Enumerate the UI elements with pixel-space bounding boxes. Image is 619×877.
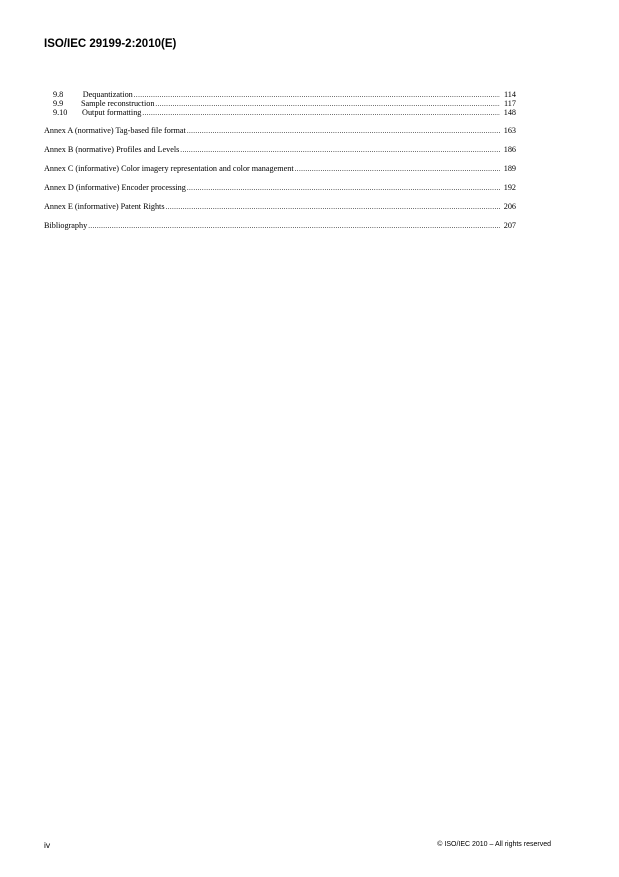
- toc-entry-annex-c[interactable]: [44, 164, 516, 174]
- toc-title: Annex C (informative) Color imagery representation and color management: [44, 164, 294, 173]
- toc-page: 148: [503, 108, 516, 117]
- toc-page: 207: [503, 221, 516, 230]
- dot-leader: [186, 126, 500, 136]
- toc-number: 9.8: [53, 90, 64, 99]
- toc-entry-bibliography[interactable]: [44, 221, 516, 231]
- copyright-notice: © ISO/IEC 2010 – All rights reserved: [437, 841, 551, 848]
- dot-leader: [294, 164, 500, 174]
- toc-number: 9.9: [53, 99, 64, 108]
- dot-leader: [154, 100, 500, 108]
- toc-entry-9-8[interactable]: [44, 90, 516, 99]
- table-of-contents: [44, 90, 516, 231]
- toc-page: 186: [503, 145, 516, 154]
- dot-leader: [141, 109, 500, 117]
- dot-leader: [179, 145, 500, 155]
- toc-title: Annex E (informative) Patent Rights: [44, 202, 165, 211]
- dot-leader: [87, 221, 500, 231]
- toc-entry-9-10[interactable]: [44, 108, 516, 117]
- toc-page: 163: [503, 126, 516, 135]
- toc-page: 117: [504, 99, 516, 108]
- toc-title: Annex A (normative) Tag-based file format: [44, 126, 186, 135]
- toc-entry-annex-b[interactable]: [44, 145, 516, 155]
- toc-page: 114: [504, 90, 516, 99]
- dot-leader: [133, 91, 500, 99]
- toc-title: Annex B (normative) Profiles and Levels: [44, 145, 180, 154]
- toc-entry-annex-a[interactable]: [44, 126, 516, 136]
- toc-number: 9.10: [53, 108, 68, 117]
- toc-title: Dequantization: [82, 90, 133, 99]
- toc-title: Bibliography: [44, 221, 88, 230]
- toc-title: Annex D (informative) Encoder processing: [44, 183, 186, 192]
- toc-page: 189: [503, 164, 516, 173]
- dot-leader: [186, 183, 500, 193]
- dot-leader: [165, 202, 500, 212]
- toc-title: Output formatting: [82, 108, 142, 117]
- toc-entry-annex-d[interactable]: [44, 183, 516, 193]
- document-title: ISO/IEC 29199-2:2010(E): [44, 38, 177, 50]
- page-number: iv: [44, 840, 51, 850]
- toc-entry-9-9[interactable]: [44, 99, 516, 108]
- toc-page: 206: [503, 202, 516, 211]
- toc-title: Sample reconstruction: [80, 99, 155, 108]
- toc-page: 192: [503, 183, 516, 192]
- toc-entry-annex-e[interactable]: [44, 202, 516, 212]
